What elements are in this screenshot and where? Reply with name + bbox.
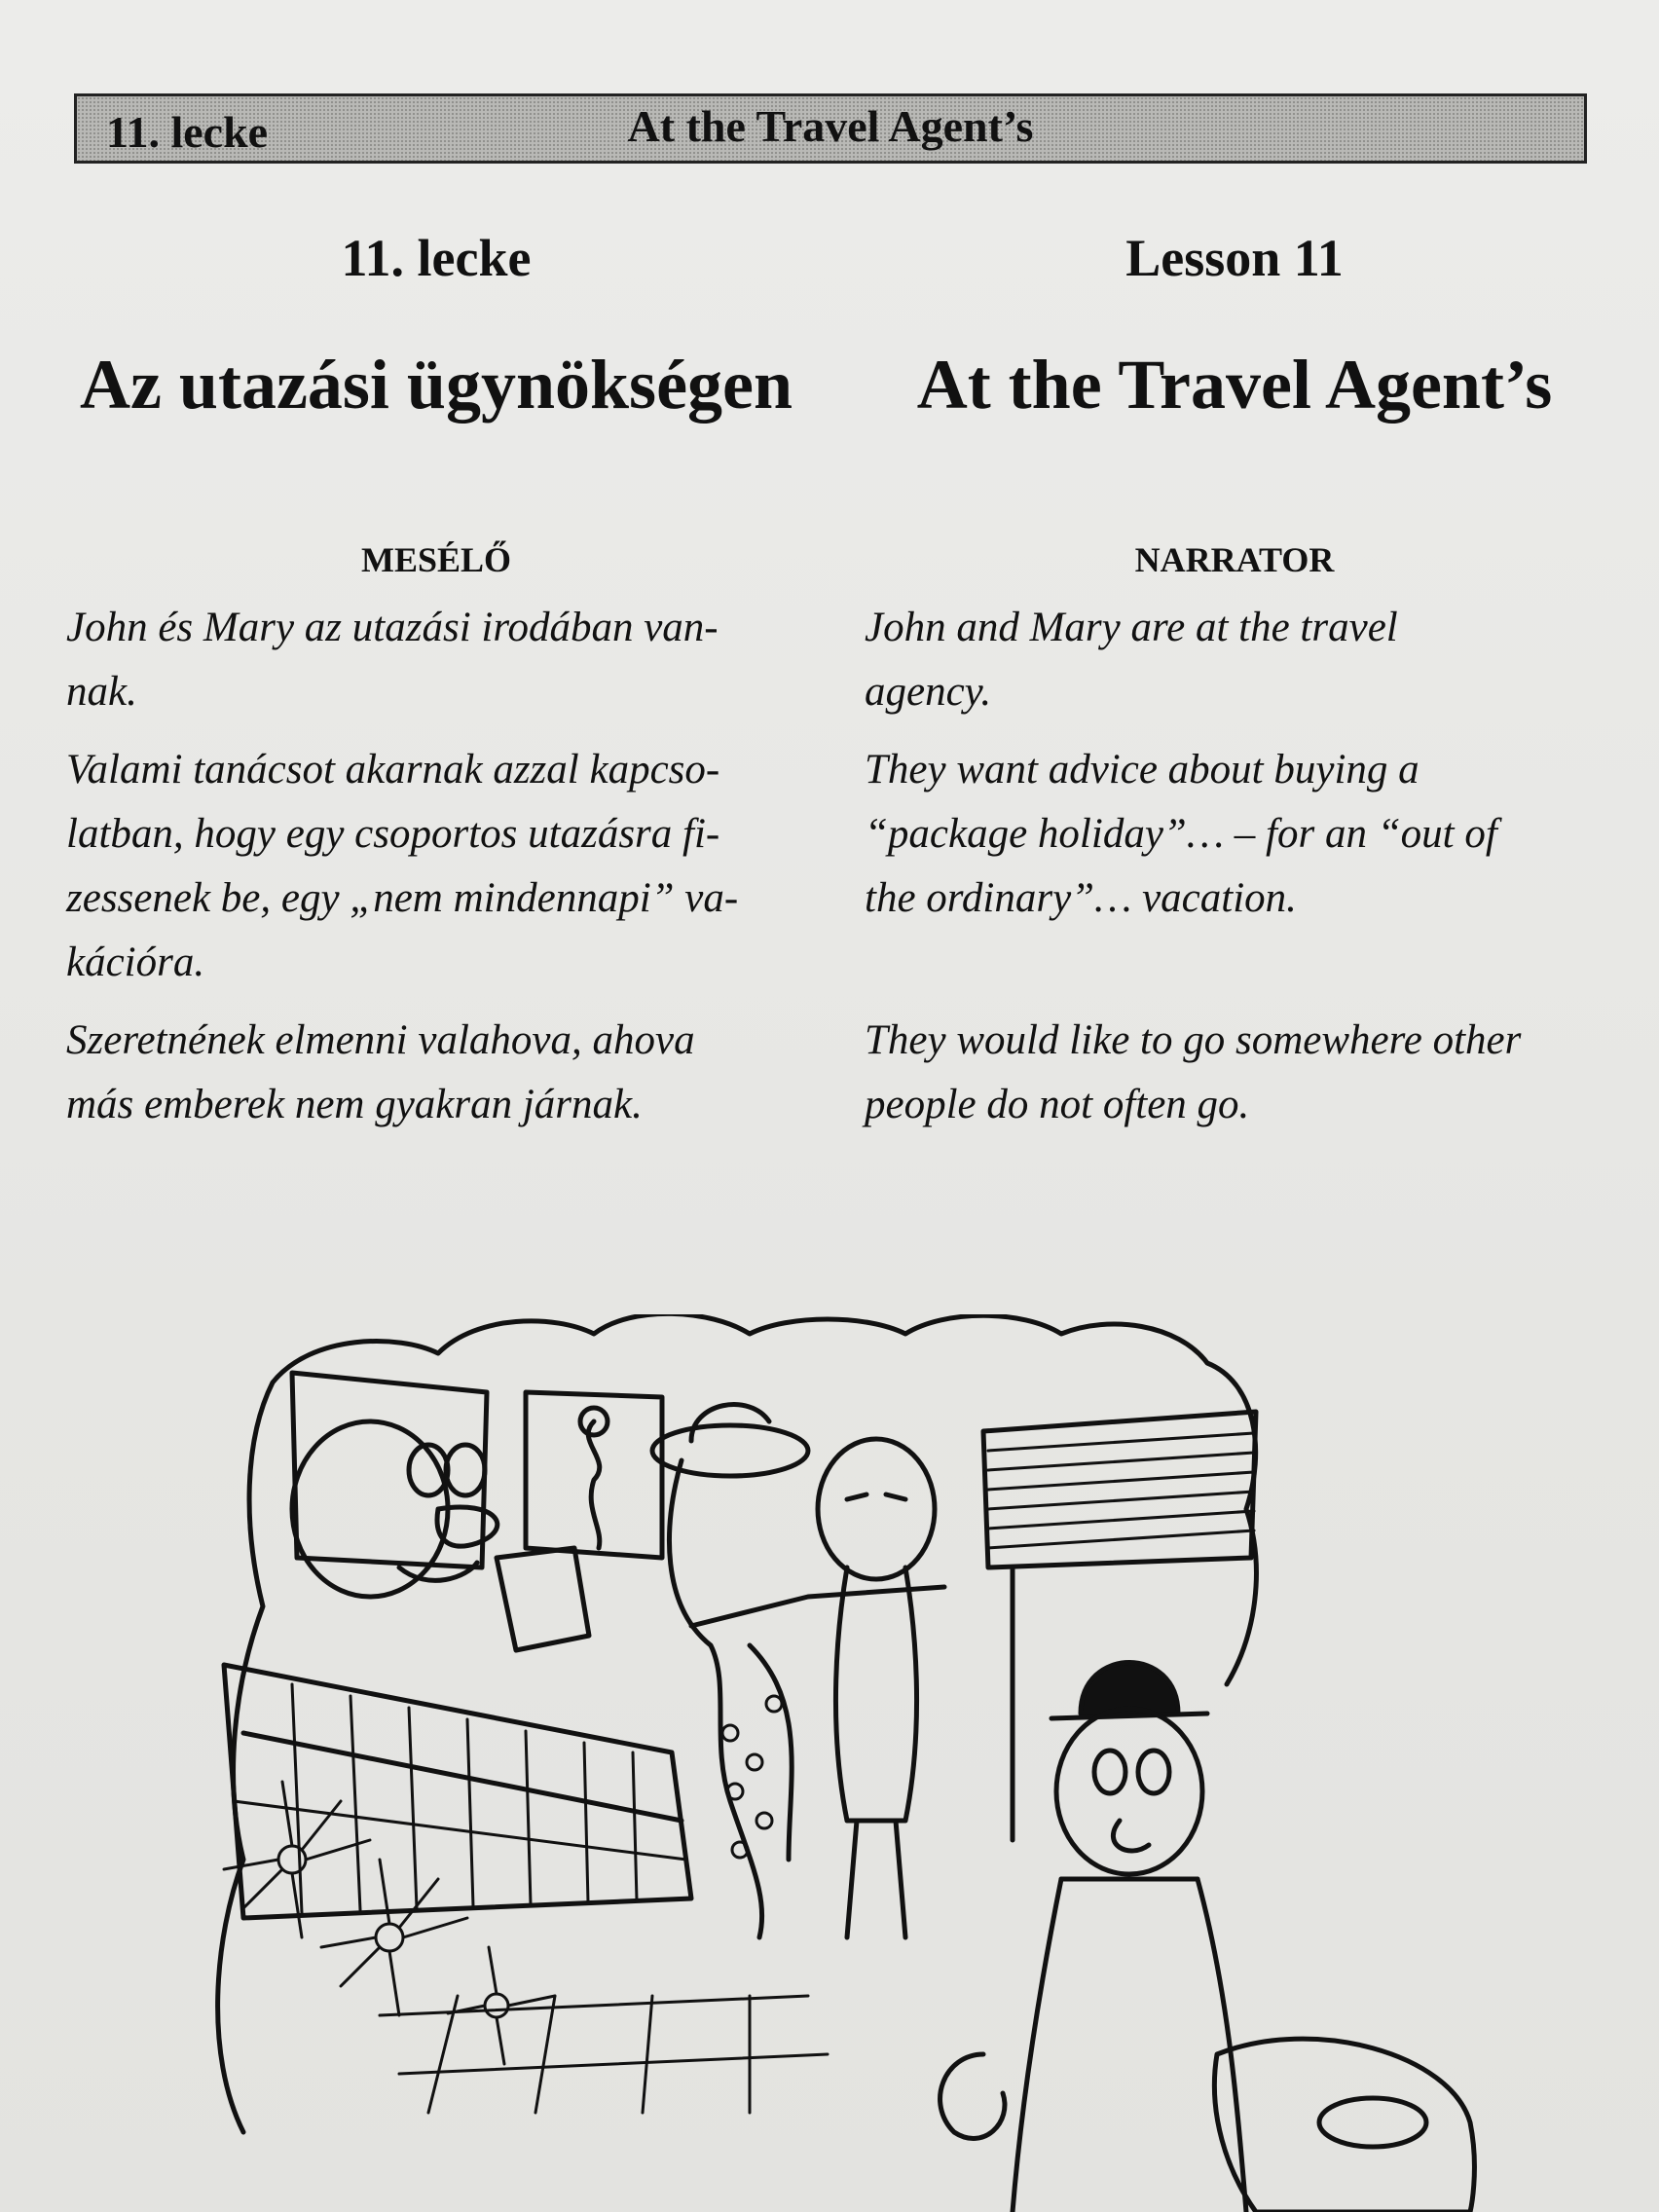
header-title: At the Travel Agent’s [627, 101, 1034, 151]
lesson-title-en: At the Travel Agent’s [916, 346, 1553, 424]
text-line: They would like to go somewhere other [865, 1017, 1522, 1063]
thought-cloud [218, 1314, 1257, 2132]
lesson-number-hu: 11. lecke [341, 229, 532, 287]
text-line: nak. [66, 669, 137, 715]
text-line: zessenek be, egy „nem mindennapi” va- [66, 875, 739, 921]
speaker-label-en: NARRATOR [1134, 540, 1335, 579]
paragraph-en-2 [865, 738, 1604, 931]
header-lesson-label: 11. lecke [106, 107, 269, 157]
text-line: más emberek nem gyakran járnak. [66, 1082, 643, 1127]
cartoon-travel-agency-icon [204, 1314, 1499, 2212]
paragraph-en-1 [865, 596, 1604, 724]
running-header [74, 93, 1587, 164]
text-line: people do not often go. [865, 1082, 1250, 1127]
text-line: John and Mary are at the travel [865, 605, 1398, 650]
paragraph-hu-1 [66, 596, 806, 724]
hungarian-column [66, 224, 806, 1137]
paragraph-hu-2 [66, 738, 806, 995]
text-line: John és Mary az utazási irodában van- [66, 605, 719, 650]
text-line: the ordinary”… vacation. [865, 875, 1297, 921]
paragraph-hu-3 [66, 1009, 806, 1137]
lesson-number-en: Lesson 11 [1125, 229, 1344, 287]
lesson-title-hu: Az utazási ügynökségen [79, 346, 793, 424]
paragraph-en-3 [865, 1009, 1604, 1137]
text-line: kációra. [66, 940, 205, 985]
text-line: They want advice about buying a [865, 747, 1419, 793]
text-line: agency. [865, 669, 992, 715]
text-line: Szeretnének elmenni valahova, ahova [66, 1017, 695, 1063]
english-column [865, 224, 1604, 1137]
text-line: Valami tanácsot akarnak azzal kapcso- [66, 747, 720, 793]
text-line: “package holiday”… – for an “out of [865, 811, 1497, 857]
speaker-label-hu: MESÉLŐ [360, 540, 512, 579]
text-line: latban, hogy egy csoportos utazásra fi- [66, 811, 720, 857]
